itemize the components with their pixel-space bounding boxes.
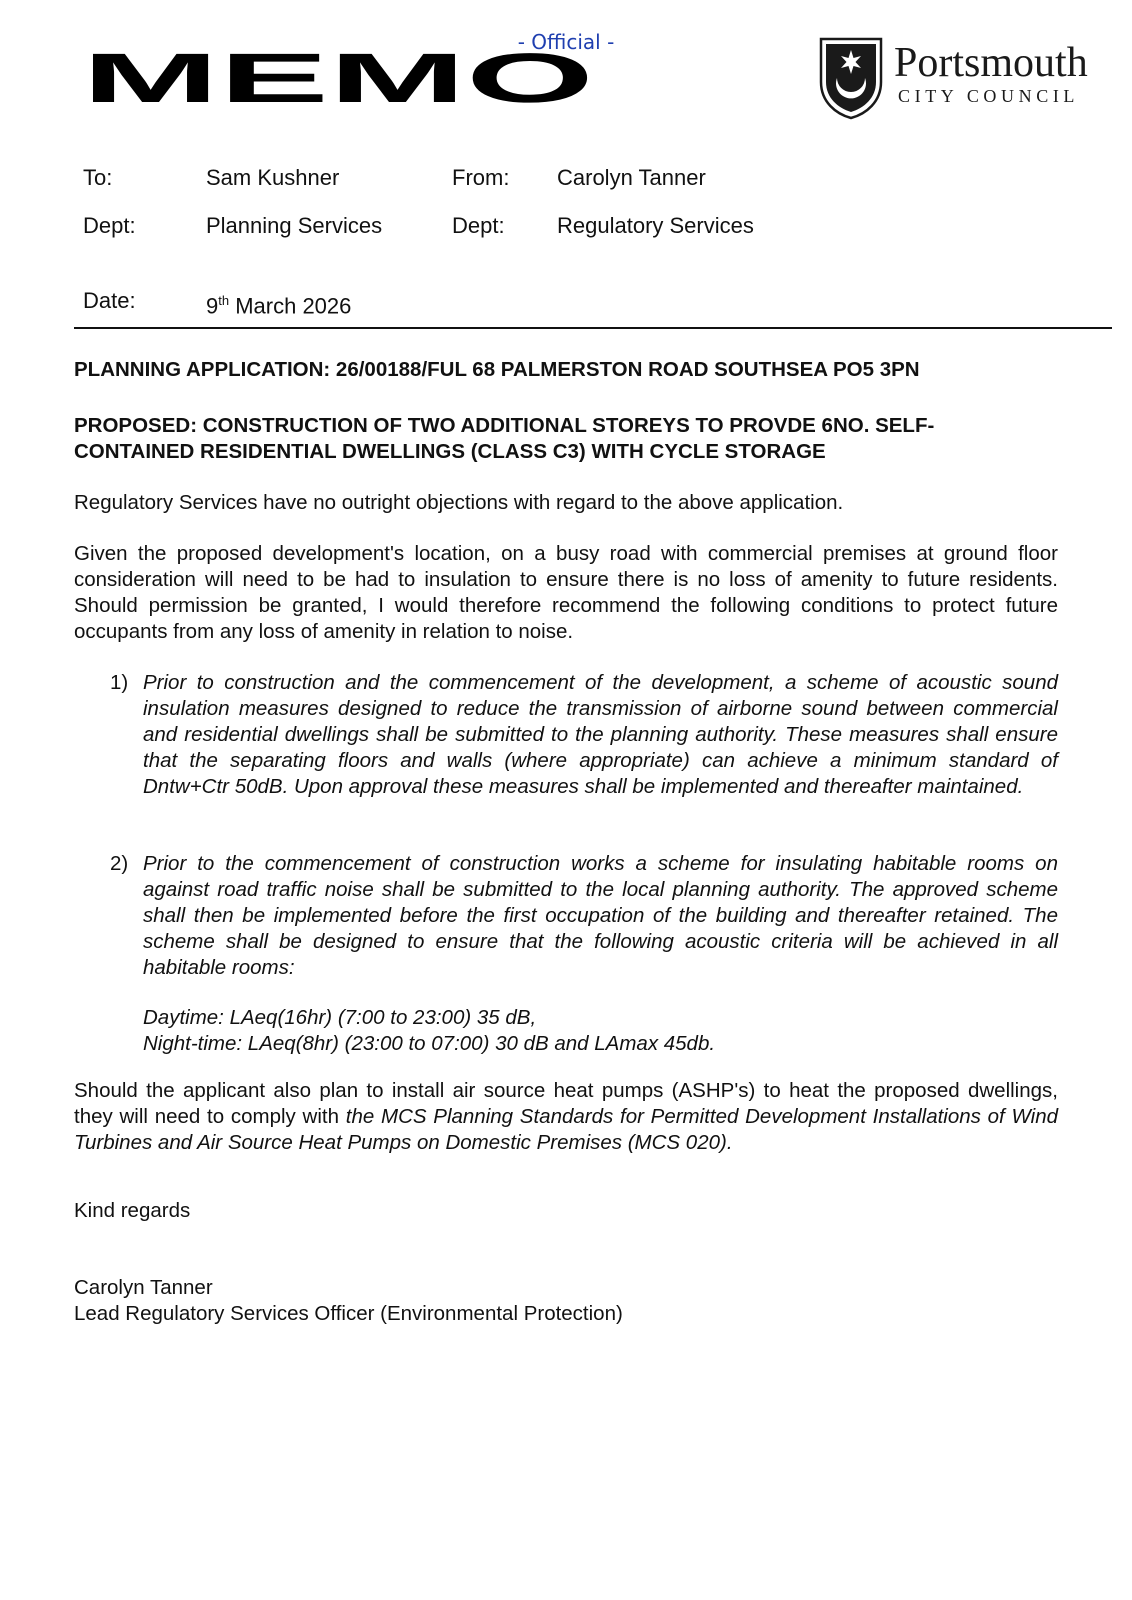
proposal-heading: PROPOSED: CONSTRUCTION OF TWO ADDITIONAL STOREYS TO PROVDE 6NO. SELF-CONTAINED RESIDENTIAL DWELLINGS (CLASS C3) WITH CYCLE STORAGE [74, 414, 935, 463]
header-divider [74, 327, 1112, 329]
ashp-standard-reference: the MCS Planning Standards for Permitted Development Installations of Wind Turbines and Air Source Heat Pumps on Domestic Premises (MCS 020). [74, 1105, 1059, 1154]
intro-paragraph: Regulatory Services have no outright objections with regard to the above application. [74, 491, 844, 514]
application-heading: PLANNING APPLICATION: 26/00188/FUL 68 PALMERSTON ROAD SOUTHSEA PO5 3PN [74, 358, 920, 381]
to-value: Sam Kushner [206, 165, 340, 190]
signatory-name: Carolyn Tanner [74, 1276, 213, 1299]
logo-name: Portsmouth [894, 40, 1088, 86]
context-paragraph: Given the proposed development's location, on a busy road with commercial premises at ground floor consideration will need to be had to insulation to ensure there is no loss of amenity to future residents. Should permission be granted, I would therefore recommend the following conditions to protect future occupants from any loss of amenity in relation to noise. [74, 542, 1058, 643]
memo-heading [78, 44, 598, 162]
daytime-criterion: Daytime: LAeq(16hr) (7:00 to 23:00) 35 dB, [143, 1006, 537, 1029]
to-dept-value: Planning Services [206, 213, 383, 238]
date-rest: March 2026 [229, 293, 352, 319]
date-day: 9 [206, 293, 219, 319]
to-dept-label: Dept: [83, 213, 136, 238]
from-value: Carolyn Tanner [557, 165, 706, 190]
ashp-paragraph [74, 1078, 1058, 1156]
condition-text: Prior to construction and the commencement of the development, a scheme of acoustic sound insulation measures designed to reduce the transmission of airborne sound between commercial and residential dwellings shall be submitted to the planning authority. These measures shall ensure that the separating floors and walls (where appropriate) can achieve a minimum standard of Dntw+Ctr 50dB. Upon approval these measures shall be implemented and thereafter maintained. [143, 671, 1058, 798]
closing-regards: Kind regards [74, 1199, 191, 1222]
date-value [206, 288, 351, 319]
from-dept-value: Regulatory Services [557, 213, 754, 238]
condition-number: 1) [110, 671, 129, 694]
memo-heading-graphic [78, 44, 598, 162]
to-label: To: [83, 165, 113, 190]
from-dept-label: Dept: [452, 213, 505, 238]
ashp-text: Should the applicant also plan to install air source heat pumps (ASHP's) to heat the proposed dwellings, they will need to comply with [74, 1079, 1058, 1128]
crest-icon [818, 36, 884, 120]
signatory-role: Lead Regulatory Services Officer (Environmental Protection) [74, 1302, 623, 1325]
nighttime-criterion: Night-time: LAeq(8hr) (23:00 to 07:00) 30 dB and LAmax 45db. [143, 1032, 716, 1055]
classification-marking: - Official - [517, 30, 615, 54]
memo-heading-text: MEMO [82, 44, 594, 117]
date-label: Date: [83, 288, 136, 313]
from-label: From: [452, 165, 510, 190]
council-logo [818, 36, 1108, 124]
logo-subtitle: CITY COUNCIL [898, 86, 1080, 106]
condition-number: 2) [110, 852, 129, 875]
date-suffix: th [218, 293, 230, 308]
condition-text: Prior to the commencement of construction works a scheme for insulating habitable rooms on against road traffic noise shall be submitted to the local planning authority. The approved scheme shall then be implemented before the first occupation of the building and thereafter retained. The scheme shall be designed to ensure that the following acoustic criteria will be achieved in all habitable rooms: [143, 852, 1058, 979]
